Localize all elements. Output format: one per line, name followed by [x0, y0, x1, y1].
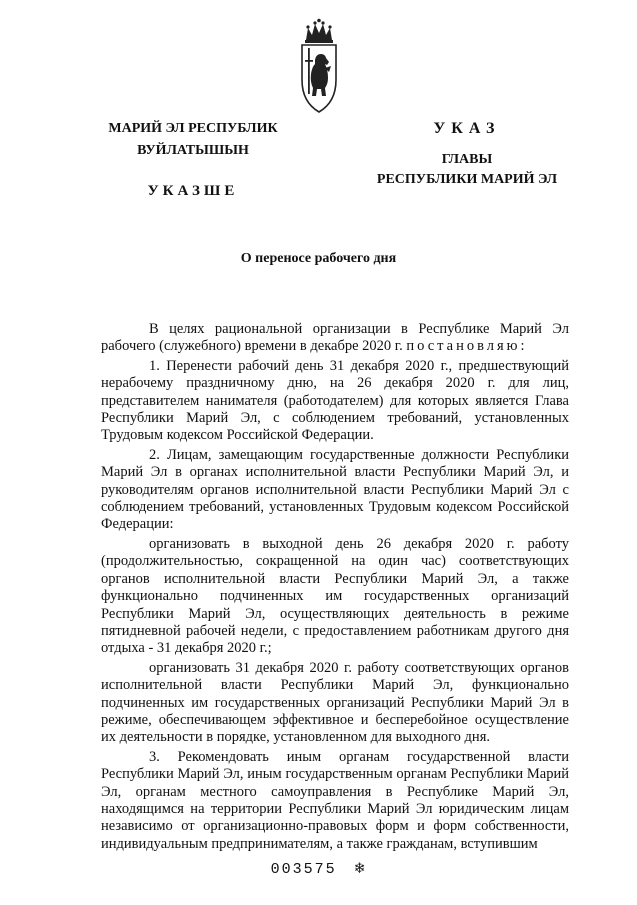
header-right-line2: ГЛАВЫ [441, 152, 493, 167]
snowflake-mark-icon: ❄ [354, 860, 367, 878]
header-left-line2: ВУЙЛАТЫШЫН [137, 143, 249, 158]
decree-word: постановляю: [406, 338, 528, 355]
coat-of-arms-emblem [298, 18, 340, 118]
header-left-line1: МАРИЙ ЭЛ РЕСПУБЛИК [108, 121, 278, 136]
paragraph-3: 3. Рекомендовать иным органам государственной власти Республики Марий Эл, иным государственным органам Республики Марий Эл, органам местного самоуправления в Республике Марий Эл, находящимся на территории Республики Марий Эл юридическим лицам независимо от организационно-правовых форм и форм собственности, индивидуальным предпринимателям, а также гражданам, вступившим [101, 748, 569, 852]
header-left-decree: УКАЗШЕ [147, 183, 239, 199]
header-left [88, 118, 298, 202]
paragraph-1: 1. Перенести рабочий день 31 декабря 2020 г., предшествующий нерабочему праздничному дню, на 26 декабря 2020 г. для лиц, представителем нанимателя (работодателем) для которых является Глава Республики Марий Эл, с соблюдением требований, установленных Трудовым кодексом Российской Федерации. [101, 357, 569, 444]
document-body [101, 321, 569, 853]
document-title: О переносе рабочего дня [240, 251, 397, 266]
header-right-decree: УКАЗ [433, 120, 501, 137]
paragraph-2: 2. Лицам, замещающим государственные должности Республики Марий Эл в органах исполнительной власти Республики Марий Эл, и руководителям органов исполнительной власти Республики Марий Эл с соблюдением требований, установленных Трудовым кодексом Российской Федерации: [101, 446, 569, 533]
header-right [352, 118, 582, 190]
paragraph-2b: организовать 31 декабря 2020 г. работу соответствующих органов исполнительной власти Республики Марий Эл, функционально подчиненных им государственных организаций Республики Марий Эл в режиме, обеспечивающем эффективное и бесперебойное осуществление их деятельности в порядке, установленном для выходного дня. [101, 659, 569, 746]
header-right-line3: РЕСПУБЛИКИ МАРИЙ ЭЛ [376, 172, 558, 187]
intro-paragraph [101, 321, 569, 356]
paragraph-2a: организовать в выходной день 26 декабря 2020 г. работу (продолжительностью, сокращенной на один час) соответствующих органов исполнительной власти Республики Марий Эл, а также функционально подчиненных им государственных организаций Республики Марий Эл, осуществляющих деятельность в режиме пятидневной рабочей недели, с предоставлением работникам другого дня отдыха - 31 декабря 2020 г.; [101, 535, 569, 657]
serial-number: 003575 [270, 861, 337, 878]
footer [0, 858, 637, 878]
intro-text: В целях рациональной организации в Республике Марий Эл рабочего (служебного) времени в декабре 2020 г. [101, 321, 569, 355]
